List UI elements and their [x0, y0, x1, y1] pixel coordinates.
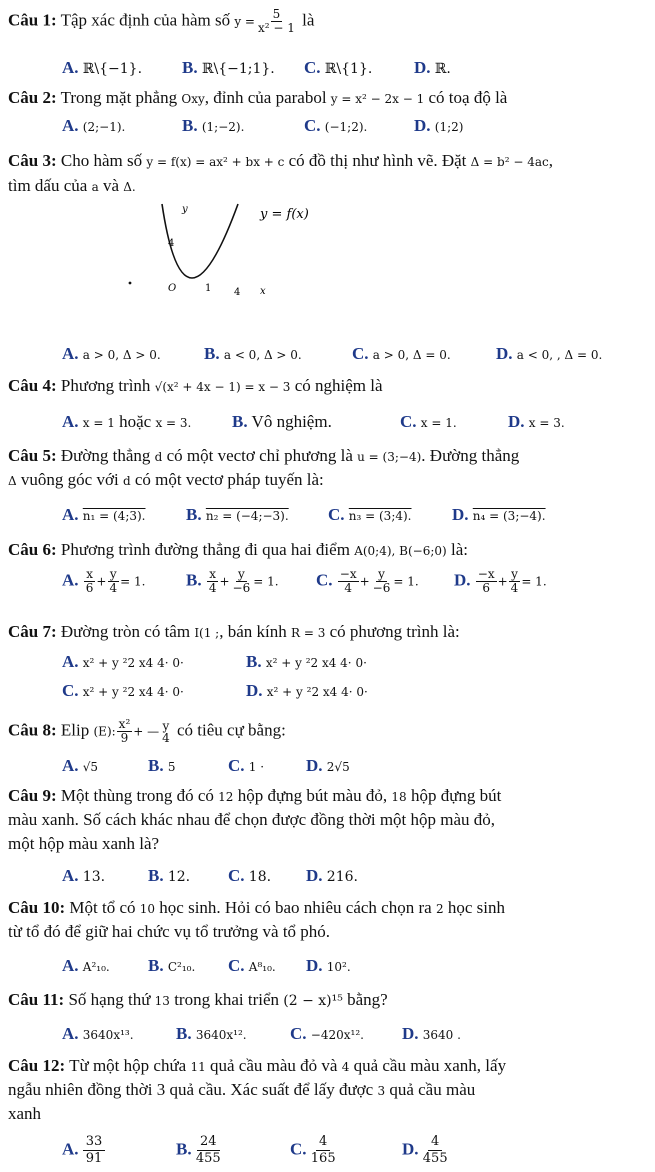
q5-label: Câu 5:: [8, 446, 57, 465]
q10-l1c: học sinh: [447, 898, 505, 917]
den: 4: [208, 581, 217, 595]
option-value: 1 ·: [248, 760, 265, 774]
option-value: x² + y ²2 x4 4· 0·: [266, 685, 368, 699]
q6-option-b[interactable]: [186, 568, 279, 595]
q11-expression: (2 − x)¹⁵: [283, 993, 343, 1009]
frac-1: [207, 568, 219, 595]
num: y: [238, 567, 245, 581]
q7-text: Đường tròn có tâm: [60, 622, 191, 641]
dot: [129, 282, 132, 285]
q2-label: Câu 2:: [8, 88, 57, 107]
option-label: A.: [62, 58, 79, 77]
x-tick-1: 1: [205, 283, 212, 294]
num: x: [86, 567, 93, 581]
q5-option-c[interactable]: [328, 505, 412, 525]
option-label: C.: [316, 570, 333, 590]
option-label: A.: [62, 1139, 79, 1159]
option-value: 12.: [167, 869, 191, 885]
q8-option-c[interactable]: [228, 756, 264, 776]
den: 455: [422, 1151, 448, 1166]
q8-mid: + —: [133, 724, 160, 739]
frac-2: [371, 568, 393, 595]
q4-label: Câu 4:: [8, 376, 57, 395]
option-label: C.: [352, 344, 369, 363]
q12-l2a: ngẫu nhiên đồng thời 3 quả cầu. Xác suất để lấy được: [8, 1080, 374, 1099]
q2-text2: , đỉnh của parabol: [204, 88, 327, 107]
q9-stem: [8, 786, 501, 806]
q1-text: Tập xác định của hàm số: [60, 10, 231, 30]
sup: y: [162, 718, 170, 733]
q3-option-a[interactable]: [62, 344, 161, 364]
option-label: D.: [306, 956, 323, 975]
q10-option-b[interactable]: [148, 956, 195, 976]
option-value: x = 1: [82, 416, 115, 430]
sub: 4: [162, 730, 170, 745]
q11-label: Câu 11:: [8, 990, 65, 1009]
q5-tail: . Đường thẳng: [421, 446, 520, 465]
option-label: D.: [402, 1139, 419, 1159]
q8-option-b[interactable]: [148, 756, 175, 776]
rhs: = 1.: [393, 574, 419, 589]
option-label: C.: [290, 1024, 307, 1043]
q9-line2: màu xanh. Số cách khác nhau để chọn được đồng thời một hộp màu đỏ,: [8, 810, 496, 829]
q1-stem: [8, 8, 314, 35]
option-value: (1;−2).: [201, 120, 245, 134]
num: 4: [428, 1134, 442, 1151]
q3-text2: có đồ thị như hình vẽ. Đặt: [288, 151, 467, 170]
q5-vector: u = (3;−4): [357, 450, 422, 464]
q3-stem: Câu 3: Cho hàm số y = f(x) = ax² + bx + c có đồ thị như hình vẽ. Đặt Δ = b² − 4ac,: [8, 151, 553, 170]
q9-option-b[interactable]: [148, 866, 190, 886]
q7-option-d[interactable]: [246, 681, 368, 701]
q8-option-d[interactable]: [306, 756, 350, 776]
den: 91: [85, 1151, 103, 1166]
num: 24: [197, 1134, 220, 1151]
q3-text: Cho hàm số: [60, 151, 143, 170]
option-value: x² + y ²2 x4 4· 0·: [82, 685, 184, 699]
q9-label: Câu 9:: [8, 786, 57, 805]
option-fraction: [83, 1134, 106, 1167]
option-value: (1;2): [434, 120, 464, 134]
curve-label: y = f(x): [260, 207, 309, 222]
option-value: 216.: [326, 869, 358, 885]
q5-text: Đường thẳng: [60, 446, 151, 465]
num: x: [209, 567, 217, 581]
q5-option-b[interactable]: [186, 505, 289, 525]
option-value: A⁸₁₀.: [248, 960, 276, 974]
frac-2: [107, 568, 119, 595]
option-value: x = 3.: [528, 416, 565, 430]
option-value: A²₁₀.: [82, 960, 110, 974]
frac-1: [338, 568, 359, 595]
q11-stem: [8, 990, 388, 1010]
q6-text: Phương trình đường thẳng đi qua hai điểm: [60, 540, 350, 559]
q10-option-d[interactable]: [306, 956, 351, 976]
option-label: B.: [204, 344, 220, 363]
frac-1: [476, 568, 497, 595]
q4-option-a[interactable]: [62, 412, 191, 432]
q9-option-d[interactable]: [306, 866, 358, 886]
q10-l1b: học sinh. Hỏi có bao nhiêu cách chọn ra: [159, 898, 432, 917]
q10-label: Câu 10:: [8, 898, 66, 917]
q6-points: A(0;4), B(−6;0): [354, 544, 447, 558]
q4-text: Phương trình: [60, 376, 151, 395]
option-label: B.: [176, 1024, 192, 1043]
q4-option-d[interactable]: [508, 412, 565, 432]
q5-d2: d: [122, 474, 131, 488]
y-tick-4: 4: [168, 238, 175, 249]
q6-tail: là:: [450, 540, 468, 559]
q5-d: d: [154, 450, 163, 464]
frac-1: [84, 568, 96, 595]
q2-text: Trong mặt phẳng: [60, 88, 178, 107]
option-value: (−1;2).: [324, 120, 368, 134]
q12-label: Câu 12:: [8, 1056, 66, 1075]
q11-option-d[interactable]: [402, 1024, 461, 1044]
option-label: D.: [414, 58, 431, 77]
option-value: ℝ.: [434, 61, 451, 77]
q4-stem: [8, 376, 383, 396]
q2-plane: Oxy: [181, 92, 205, 106]
q7-radius: R = 3: [291, 626, 326, 640]
option-label: A.: [62, 756, 79, 775]
q11-n13: 13: [154, 994, 170, 1008]
rhs: = 1.: [253, 574, 279, 589]
option-label: C.: [328, 505, 345, 524]
q8-text: Elip: [60, 720, 90, 740]
q4-tail: có nghiệm là: [294, 376, 383, 395]
q11-option-b[interactable]: [176, 1024, 247, 1044]
q6-stem: [8, 540, 468, 560]
q3-stem-line2: [8, 176, 136, 196]
q9-option-c[interactable]: [228, 866, 271, 886]
q9-l1c: hộp đựng bút: [410, 786, 502, 805]
q9-n12: 12: [218, 790, 234, 804]
frac-2: [509, 568, 521, 595]
q3-option-c[interactable]: [352, 344, 451, 364]
option-label: B.: [182, 116, 198, 135]
q9-line3: một hộp màu xanh là?: [8, 834, 160, 853]
option-fraction: [423, 1134, 448, 1167]
q11-option-a[interactable]: [62, 1024, 134, 1044]
option-value: a < 0, Δ > 0.: [223, 348, 302, 362]
option-value: −420x¹².: [310, 1028, 364, 1042]
q5-line2d: có một vectơ pháp tuyến là:: [134, 470, 324, 489]
option-label: D.: [246, 681, 263, 700]
den: 6: [482, 581, 491, 595]
q10-option-a[interactable]: [62, 956, 110, 976]
option-label: C.: [228, 866, 245, 885]
q2-stem: [8, 88, 507, 108]
option-label: C.: [228, 956, 245, 975]
y-axis-label: y: [182, 204, 188, 215]
x-axis-label: x: [260, 286, 266, 297]
q12-stem-line2: [8, 1080, 475, 1100]
q11-text2: trong khai triển: [174, 990, 279, 1009]
option-value: n₃ = (3;4).: [348, 509, 412, 523]
q3-option-d[interactable]: [496, 344, 602, 364]
q1-den: x² − 1: [257, 21, 295, 35]
option-value: 18.: [248, 869, 272, 885]
q5-option-d[interactable]: [452, 505, 546, 525]
q12-n4: 4: [341, 1060, 350, 1074]
q12-line3: xanh: [8, 1104, 42, 1123]
option-label: D.: [414, 116, 431, 135]
q12-l1c: quả cầu màu xanh, lấy: [353, 1056, 507, 1075]
q10-l1a: Một tổ có: [69, 898, 136, 917]
den: −6: [232, 581, 251, 595]
option-value: n₂ = (−4;−3).: [205, 509, 289, 523]
option-value: 3640x¹³.: [82, 1028, 134, 1042]
option-label: B.: [148, 956, 164, 975]
plus: +: [219, 574, 230, 589]
option-value: (2;−1).: [82, 120, 126, 134]
q8-tail: có tiêu cự bằng:: [177, 720, 286, 740]
q6-option-a[interactable]: [62, 568, 145, 595]
option-label: D.: [306, 866, 323, 885]
option-label: A.: [62, 412, 79, 431]
option-fraction: [196, 1134, 221, 1167]
plus: +: [497, 574, 508, 589]
q7-option-b[interactable]: [246, 652, 367, 672]
num: x²: [118, 717, 131, 731]
q5-line2b: vuông góc với: [20, 470, 119, 489]
q10-n10: 10: [139, 902, 156, 916]
q12-option-d[interactable]: [402, 1134, 448, 1167]
q1-option-c[interactable]: [304, 58, 372, 78]
option-value: a > 0, Δ > 0.: [82, 348, 161, 362]
q9-n18: 18: [391, 790, 407, 804]
q4-option-c[interactable]: [400, 412, 457, 432]
option-value-2: x = 3.: [155, 416, 192, 430]
option-value: 13.: [82, 869, 106, 885]
plus: +: [96, 574, 107, 589]
den: 4: [510, 581, 519, 595]
q8-label: Câu 8:: [8, 720, 57, 740]
q5-stem: [8, 446, 519, 466]
q2-equation: y = x² − 2x − 1: [330, 92, 425, 106]
q3-a: a: [91, 180, 99, 194]
q10-n2: 2: [435, 902, 444, 916]
q7-tail: có phương trình là:: [329, 622, 460, 641]
num: y: [109, 567, 117, 581]
frac-2: [231, 568, 253, 595]
den: 6: [85, 581, 94, 595]
option-value: 3640x¹².: [195, 1028, 247, 1042]
option-label: B.: [232, 412, 248, 431]
x-tick-4: 4: [234, 287, 241, 298]
q3-d: Δ.: [123, 180, 136, 194]
option-label: A.: [62, 1024, 79, 1043]
q5-stem-line2: [8, 470, 324, 490]
q3-delta: Δ = b² − 4ac: [470, 155, 549, 169]
q1-option-d[interactable]: [414, 58, 451, 78]
q4-option-b[interactable]: [232, 412, 332, 432]
den: 4: [344, 581, 353, 595]
num: 33: [83, 1134, 106, 1151]
option-label: D.: [454, 570, 471, 590]
q8-frac: [117, 718, 133, 745]
option-label: A.: [62, 344, 79, 363]
q8-option-a[interactable]: [62, 756, 98, 776]
q12-l1a: Từ một hộp chứa: [69, 1056, 187, 1075]
option-label: A.: [62, 570, 79, 590]
q12-stem: [8, 1056, 506, 1076]
option-value: a > 0, Δ = 0.: [372, 348, 451, 362]
option-label: D.: [306, 756, 323, 775]
q3-option-b[interactable]: [204, 344, 302, 364]
q6-option-c[interactable]: [316, 568, 419, 595]
q2-option-c[interactable]: [304, 116, 367, 136]
q12-n11: 11: [190, 1060, 206, 1074]
q7-option-c[interactable]: [62, 681, 184, 701]
den: 455: [195, 1151, 221, 1166]
option-value: ℝ\{−1}.: [82, 61, 143, 77]
option-label: B.: [186, 570, 202, 590]
q3-parabola-graph: [120, 200, 380, 310]
option-label: A.: [62, 652, 79, 671]
q1-option-a[interactable]: [62, 58, 142, 78]
q7-option-a[interactable]: [62, 652, 184, 672]
q8-stem: [8, 718, 286, 745]
q10-stem: [8, 898, 505, 918]
q1-num: 5: [272, 7, 281, 21]
num: y: [378, 567, 385, 581]
q7-label: Câu 7:: [8, 622, 57, 641]
option-label: C.: [228, 756, 245, 775]
q12-option-b[interactable]: [176, 1134, 221, 1167]
option-label: A.: [62, 866, 79, 885]
option-value: ℝ\{−1;1}.: [201, 61, 275, 77]
option-label: A.: [62, 116, 79, 135]
option-fraction: [311, 1134, 336, 1167]
q1-func-lhs: y =: [234, 14, 255, 29]
q7-stem: [8, 622, 460, 642]
q1-label: Câu 1:: [8, 10, 57, 30]
option-value: x = 1.: [420, 416, 457, 430]
q7-center: I(1 ;: [194, 626, 220, 640]
q8-eq-pre: (E):: [93, 724, 116, 739]
den: −6: [372, 581, 391, 595]
option-value: x² + y ²2 x4 4· 0·: [265, 656, 367, 670]
option-label: D.: [496, 344, 513, 363]
option-value: 10².: [326, 960, 351, 974]
rhs: = 1.: [521, 574, 547, 589]
q11-text: Số hạng thứ: [68, 990, 151, 1009]
q2-option-b[interactable]: [182, 116, 244, 136]
q12-option-c[interactable]: [290, 1134, 336, 1167]
q6-option-d[interactable]: [454, 568, 547, 595]
q12-option-a[interactable]: [62, 1134, 105, 1167]
q2-option-d[interactable]: [414, 116, 463, 136]
option-value: x² + y ²2 x4 4· 0·: [82, 656, 184, 670]
q11-tail: bằng?: [347, 990, 388, 1009]
option-value: ℝ\{1}.: [324, 61, 373, 77]
q10-line2: từ tổ đó để giữ hai chức vụ tổ trưởng và tổ phó.: [8, 922, 331, 941]
q1-option-b[interactable]: [182, 58, 275, 78]
q3-label: Câu 3:: [8, 151, 57, 170]
option-label: A.: [62, 956, 79, 975]
option-label: C.: [304, 58, 321, 77]
option-label: D.: [452, 505, 469, 524]
q6-label: Câu 6:: [8, 540, 57, 559]
option-value: 5: [167, 760, 176, 774]
q9-option-a[interactable]: [62, 866, 105, 886]
origin-label: O: [168, 283, 177, 294]
q4-equation: √(x² + 4x − 1) = x − 3: [154, 380, 291, 394]
option-label: B.: [186, 505, 202, 524]
option-label: C.: [290, 1139, 307, 1159]
q9-l1b: hộp đựng bút màu đỏ,: [237, 786, 388, 805]
rhs: = 1.: [120, 574, 146, 589]
num: 4: [316, 1134, 330, 1151]
q5-option-a[interactable]: [62, 505, 146, 525]
den: 4: [109, 581, 118, 595]
q1-tail: là: [302, 10, 315, 30]
option-label: D.: [508, 412, 525, 431]
option-label: C.: [400, 412, 417, 431]
option-label: B.: [148, 866, 164, 885]
option-label: C.: [62, 681, 79, 700]
option-value: n₁ = (4;3).: [82, 509, 146, 523]
option-label: A.: [62, 505, 79, 524]
option-value: Vô nghiệm.: [251, 412, 332, 431]
q10-option-c[interactable]: [228, 956, 276, 976]
q9-l1a: Một thùng trong đó có: [60, 786, 214, 805]
q12-l2b: quả cầu màu: [389, 1080, 476, 1099]
q8-frac2: [160, 720, 172, 744]
option-value: C²₁₀.: [167, 960, 196, 974]
option-label: C.: [304, 116, 321, 135]
plus: +: [359, 574, 370, 589]
q3-equation: y = f(x) = ax² + bx + c: [146, 155, 285, 169]
option-label: B.: [246, 652, 262, 671]
option-extra: hoặc: [119, 412, 152, 431]
den: 165: [310, 1151, 336, 1166]
q11-option-c[interactable]: [290, 1024, 364, 1044]
q12-l1b: quả cầu màu đỏ và: [210, 1056, 338, 1075]
q2-tail: có toạ độ là: [428, 88, 508, 107]
num: −x: [339, 567, 357, 581]
option-value: 3640 .: [422, 1028, 461, 1042]
option-label: B.: [148, 756, 164, 775]
option-value: a < 0, , Δ = 0.: [516, 348, 603, 362]
q3-and: và: [102, 176, 120, 195]
num: −x: [477, 567, 495, 581]
q5-delta: Δ: [8, 474, 17, 488]
q5-text2: có một vectơ chỉ phương là: [166, 446, 353, 465]
option-label: D.: [402, 1024, 419, 1043]
num: y: [511, 567, 518, 581]
q12-n3: 3: [377, 1084, 386, 1098]
q7-text2: , bán kính: [219, 622, 287, 641]
q2-option-a[interactable]: [62, 116, 125, 136]
option-value: 2√5: [326, 760, 350, 774]
option-value: √5: [82, 760, 99, 774]
option-value: n₄ = (3;−4).: [472, 509, 546, 523]
den: 9: [120, 731, 129, 745]
q3-line2: tìm dấu của: [8, 176, 88, 195]
q1-fraction: [256, 8, 297, 35]
option-label: B.: [182, 58, 198, 77]
option-label: B.: [176, 1139, 192, 1159]
